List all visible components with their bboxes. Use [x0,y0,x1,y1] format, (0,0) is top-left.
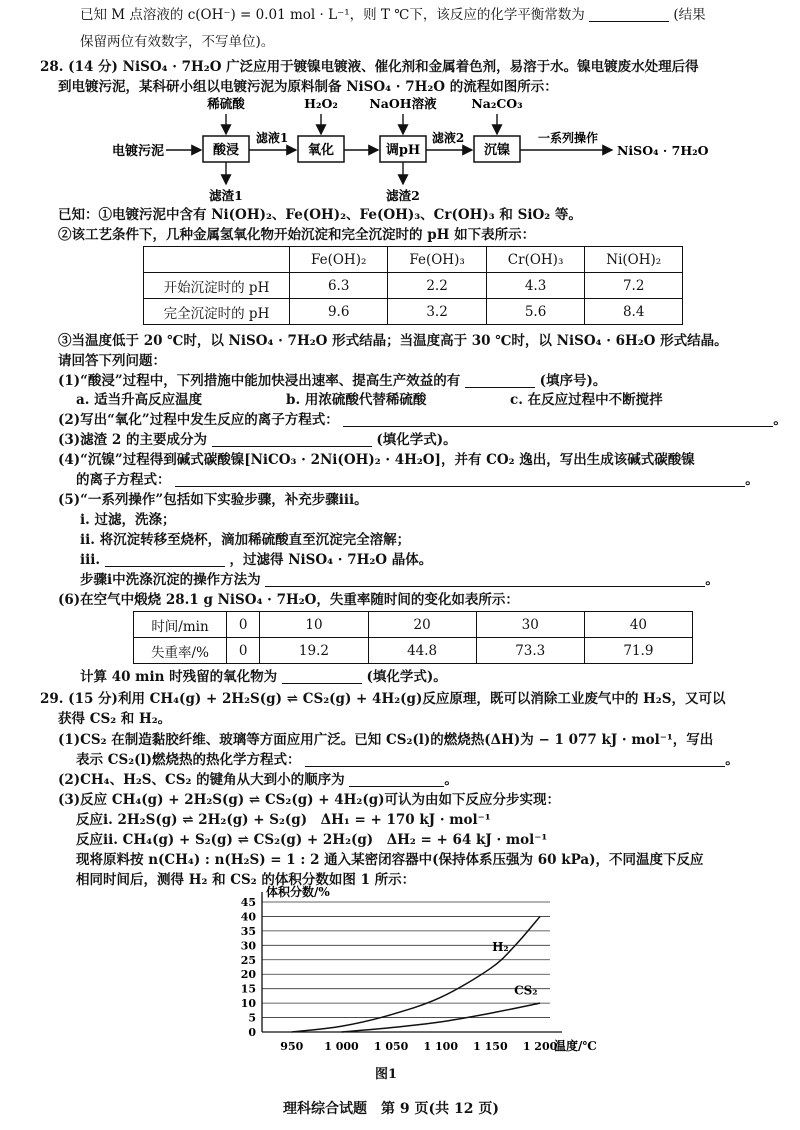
q29-part-1b: 表示 CS₂(l)燃烧热的热化学方程式： 。 [76,752,739,768]
table-row [134,612,693,638]
flow-reagent: NaOH溶液 [369,96,437,111]
table-cell: 5.6 [486,299,585,325]
flow-box-ni-label: 沉镍 [483,143,511,158]
q29-part-2: (2)CH₄、H₂S、CS₂ 的键角从大到小的顺序为 。 [58,772,458,788]
table-cell: Cr(OH)₃ [486,247,585,273]
series-label: CS₂ [514,983,538,998]
text: ，过滤得 NiSO₄ · 7H₂O 晶体。 [229,552,433,568]
text: (2)写出“氧化”过程中发生反应的离子方程式： [58,412,339,428]
table-row [134,638,693,664]
volume-fraction-chart [220,884,620,1084]
answer-blank[interactable] [212,432,372,447]
reaction-1: 反应ⅰ. 2H₂S(g) ⇌ 2H₂(g) + S₂(g) ΔH₁ = + 170 kJ · mol⁻¹ [76,812,491,828]
table-cell: Ni(OH)₂ [585,247,683,273]
table-cell: 30 [476,612,584,638]
question-28-head2: 到电镀污泥，某科研小组以电镀污泥为原料制备 NiSO₄ · 7H₂O 的流程如图所示： [58,79,558,95]
y-tick-label: 25 [240,953,256,967]
flow-arrow-label: 滤液2 [431,131,465,145]
text: 已知 M 点溶液的 c(OH⁻) = 0.01 mol · L⁻¹，则 T ℃下，该反应的化学平衡常数为 [80,7,585,23]
q29-part-1: (1)CS₂ 在制造黏胶纤维、玻璃等方面应用广泛。已知 CS₂(l)的燃烧热(ΔH)为 − 1 077 kJ · mol⁻¹，写出 [58,732,714,748]
part-1 [58,372,606,390]
option-b: b. 用浓硫酸代替稀硫酸 [286,392,427,408]
text: (结果 [673,7,706,23]
table-cell: 2.2 [388,273,486,299]
answer-blank[interactable] [305,752,725,767]
part-2: (2)写出“氧化”过程中发生反应的离子方程式： 。 [58,412,787,428]
part-4b: 的离子方程式： 。 [76,472,759,488]
table-cell: 失重率/% [134,638,227,664]
x-tick-label: 1 000 [324,1040,359,1053]
text: (2)CH₄、H₂S、CS₂ 的键角从大到小的顺序为 [58,772,345,788]
series-label: H₂ [492,940,509,955]
table-cell: 8.4 [585,299,683,325]
flowchart [0,94,800,210]
weight-loss-table [133,611,693,664]
x-tick-label: 950 [280,1040,304,1053]
table-cell: 40 [584,612,692,638]
y-tick-label: 35 [240,924,256,938]
q29-part-3c: 相同时间后，测得 H₂ 和 CS₂ 的体积分数如图 1 所示： [76,872,416,888]
text: 计算 40 min 时残留的氧化物为 [80,669,278,685]
table-row [144,299,683,325]
table-cell: 4.3 [486,273,585,299]
q29-part-3: (3)反应 CH₄(g) + 2H₂S(g) ⇌ CS₂(g) + 4H₂(g)可认为由如下反应分步实现： [58,792,561,808]
y-tick-label: 45 [240,896,256,909]
reaction-2: 反应ⅱ. CH₄(g) + S₂(g) ⇌ CS₂(g) + 2H₂(g) ΔH₂ = + 64 kJ · mol⁻¹ [76,832,548,848]
table-cell: 71.9 [584,638,692,664]
known-3: ③当温度低于 20 ℃时，以 NiSO₄ · 7H₂O 形式结晶；当温度高于 30 ℃时，以 NiSO₄ · 6H₂O 形式结晶。 [58,333,728,349]
y-tick-label: 40 [240,910,256,924]
table-cell: 10 [260,612,368,638]
option-a: a. 适当升高反应温度 [76,392,203,408]
question-29-head: 29. (15 分)利用 CH₄(g) + 2H₂S(g) ⇌ CS₂(g) + 4H₂(g)反应原理，既可以消除工业废气中的 H₂S，又可以 [40,691,726,707]
y-tick-label: 0 [248,1026,256,1039]
flow-residue: 滤渣2 [386,188,420,203]
step-wash: 步骤ⅰ中洗涤沉淀的操作方法为 。 [80,572,719,588]
table-cell: 7.2 [585,273,683,299]
y-tick-label: 10 [240,997,256,1011]
table-cell: 0 [227,638,260,664]
flow-start: 电镀污泥 [112,144,165,159]
x-tick-label: 1 150 [473,1040,508,1053]
answer-blank[interactable] [589,7,669,22]
flow-reagent: Na₂CO₃ [471,96,523,111]
text: 表示 CS₂(l)燃烧热的热化学方程式： [76,752,301,768]
q29-part-3b: 现将原料按 n(CH₄) : n(H₂S) = 1 : 2 通入某密闭容器中(保持体系压强为 60 kPa)，不同温度下反应 [76,852,704,868]
text: 的离子方程式： [76,472,171,488]
flow-box-oxidize-label: 氧化 [307,143,335,158]
flow-reagent: H₂O₂ [304,96,338,111]
prompt: 请回答下列问题： [58,353,166,369]
y-tick-label: 15 [240,982,256,996]
y-tick-label: 30 [240,939,256,953]
answer-blank[interactable] [343,412,773,427]
table-cell: 3.2 [388,299,486,325]
answer-blank[interactable] [175,472,745,487]
table-cell: Fe(OH)₂ [290,247,388,273]
flow-arrow-label: 一系列操作 [537,131,599,145]
text: 步骤ⅰ中洗涤沉淀的操作方法为 [80,572,261,588]
answer-blank[interactable] [105,552,225,567]
known-1: 已知：①电镀污泥中含有 Ni(OH)₂、Fe(OH)₂、Fe(OH)₃、Cr(OH)₃ 和 SiO₂ 等。 [58,207,582,223]
text-line: 保留两位有效数字，不写单位)。 [80,34,275,50]
y-tick-label: 5 [248,1011,256,1025]
table-cell: 19.2 [260,638,368,664]
part-3 [58,431,457,449]
step-ii: ⅱ. 将沉淀转移至烧杯，滴加稀硫酸直至沉淀完全溶解； [80,532,411,548]
flow-residue: 滤渣1 [209,188,243,203]
table-cell: 44.8 [368,638,476,664]
table-cell: 开始沉淀时的 pH [144,273,290,299]
page-footer: 理科综合试题 第 9 页(共 12 页) [283,1101,499,1117]
question-28-head: 28. (14 分) NiSO₄ · 7H₂O 广泛应用于镀镍电镀液、催化剂和金属着色剂，易溶于水。镍电镀废水处理后得 [40,59,699,75]
table-cell: 6.3 [290,273,388,299]
known-2: ②该工艺条件下，几种金属氢氧化物开始沉淀和完全沉淀时的 pH 如下表所示： [58,227,536,243]
y-axis-label: 体积分数/% [266,885,330,899]
text: (填序号)。 [539,373,607,389]
flow-reagent: 稀硫酸 [207,96,245,111]
answer-blank[interactable] [349,772,444,787]
text-line [80,6,706,24]
option-c: c. 在反应过程中不断搅拌 [510,392,663,408]
y-tick-label: 20 [240,968,256,982]
text: (填化学式)。 [366,669,447,685]
part-4: (4)“沉镍”过程得到碱式碳酸镍[NiCO₃ · 2Ni(OH)₂ · 4H₂O]，并有 CO₂ 逸出，写出生成该碱式碳酸镍 [58,452,695,468]
step-i: ⅰ. 过滤，洗涤； [80,512,176,528]
text: (填化学式)。 [376,432,457,448]
table-row [144,273,683,299]
step-iii [80,551,432,569]
table-cell: 完全沉淀时的 pH [144,299,290,325]
answer-blank[interactable] [465,373,535,388]
table-cell: 0 [227,612,260,638]
question-29-head2: 获得 CS₂ 和 H₂。 [58,711,172,727]
text: (1)“酸浸”过程中，下列措施中能加快浸出速率、提高生产效益的有 [58,373,461,389]
x-tick-label: 1 100 [423,1040,458,1053]
figure-caption: 图1 [375,1067,398,1082]
x-axis-label: 温度/℃ [554,1039,597,1053]
ph-table [143,246,683,325]
table-row [144,247,683,273]
table-cell: Fe(OH)₃ [388,247,486,273]
x-tick-label: 1 200 [522,1040,558,1053]
text: ⅲ. [80,552,101,568]
part-6: (6)在空气中煅烧 28.1 g NiSO₄ · 7H₂O，失重率随时间的变化如表所示： [58,592,519,608]
table-cell: 时间/min [134,612,227,638]
table-cell: 9.6 [290,299,388,325]
flow-arrow-label: 滤液1 [255,131,289,145]
flow-end: NiSO₄ · 7H₂O [617,143,709,158]
answer-blank[interactable] [265,572,705,587]
table-cell: 20 [368,612,476,638]
text: (3)滤渣 2 的主要成分为 [58,432,207,448]
table-cell [144,247,290,273]
x-tick-label: 1 050 [373,1040,409,1053]
part-5: (5)“一系列操作”包括如下实验步骤，补充步骤ⅲ。 [58,492,368,508]
answer-blank[interactable] [282,669,362,684]
flow-box-acid-label: 酸浸 [212,143,240,158]
flow-box-ph-label: 调pH [385,143,421,158]
part-6-calc [80,668,447,686]
table-cell: 73.3 [476,638,584,664]
